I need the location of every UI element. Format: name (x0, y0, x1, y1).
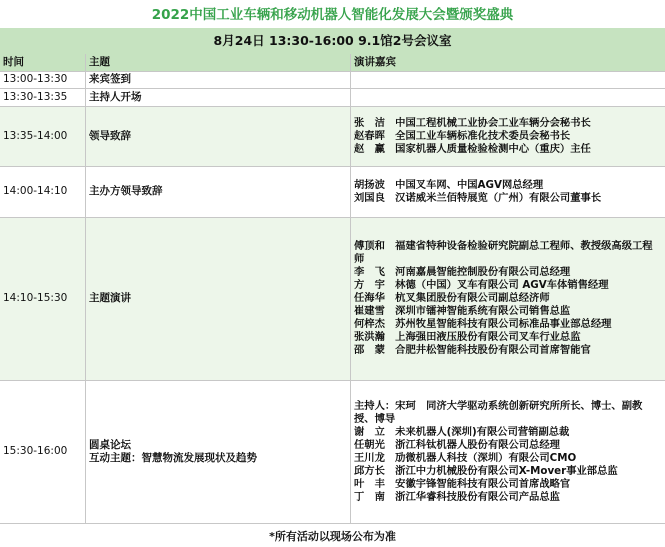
row-speakers (351, 71, 665, 88)
header-speakers: 演讲嘉宾 (351, 54, 665, 71)
page-title: 2022中国工业车辆和移动机器人智能化发展大会暨颁奖盛典 (0, 0, 665, 28)
row-topic: 主题演讲 (86, 217, 351, 380)
row-time: 14:10-15:30 (0, 217, 86, 380)
row-topic: 来宾签到 (86, 71, 351, 88)
row-topic: 领导致辞 (86, 106, 351, 166)
table-row (0, 217, 665, 380)
row-speakers: 胡扬波 中国叉车网、中国AGV网总经理 刘国良 汉诺威米兰佰特展览（广州）有限公司董事长 (351, 166, 665, 217)
row-time: 13:35-14:00 (0, 106, 86, 166)
header-time: 时间 (0, 54, 86, 71)
table-row (0, 166, 665, 217)
row-time: 15:30-16:00 (0, 380, 86, 523)
row-speakers: 傅顶和 福建省特种设备检验研究院副总工程师、教授级高级工程师 李 飞 河南嘉晨智能控制股份有限公司总经理 方 宇 林德（中国）叉车有限公司 AGV车体销售经理 任海华 杭叉集团股份有限公司副总经济师 崔建雪 深圳市镭神智能系统有限公司销售总监 何梓杰 苏州牧星智能科技有限公司标准品事业部总经理 张洪瀚 上海强田液压股份有限公司叉车行业总监 邵 蒙 合肥井松智能科技股份有限公司首席智能官 (351, 217, 665, 380)
header-topic: 主题 (86, 54, 351, 71)
table-header-row (0, 54, 665, 71)
table-row (0, 106, 665, 166)
row-time: 14:00-14:10 (0, 166, 86, 217)
table-row (0, 380, 665, 523)
row-time: 13:00-13:30 (0, 71, 86, 88)
row-time: 13:30-13:35 (0, 88, 86, 106)
row-speakers: 主持人：宋珂 同济大学驱动系统创新研究所所长、博士、副教授、博导 谢 立 未来机器人(深圳)有限公司营销副总裁 任朝光 浙江科钛机器人股份有限公司总经理 王川龙 劢微机器人科技（深圳）有限公司CMO 邱方长 浙江中力机械股份有限公司X-Mover事业部总监 叶 丰 安徽宇锋智能科技有限公司首席战略官 丁 南 浙江华睿科技股份有限公司产品总监 (351, 380, 665, 523)
table-row (0, 88, 665, 106)
footer-note: *所有活动以现场公布为准 (0, 526, 665, 547)
row-topic: 主办方领导致辞 (86, 166, 351, 217)
row-topic: 圆桌论坛 互动主题：智慧物流发展现状及趋势 (86, 380, 351, 523)
row-speakers: 张 洁 中国工程机械工业协会工业车辆分会秘书长 赵春晖 全国工业车辆标准化技术委员会秘书长 赵 赢 国家机器人质量检验检测中心（重庆）主任 (351, 106, 665, 166)
agenda-table (0, 54, 665, 524)
table-row (0, 71, 665, 88)
row-topic: 主持人开场 (86, 88, 351, 106)
row-speakers (351, 88, 665, 106)
event-subtitle: 8月24日 13:30-16:00 9.1馆2号会议室 (0, 28, 665, 54)
